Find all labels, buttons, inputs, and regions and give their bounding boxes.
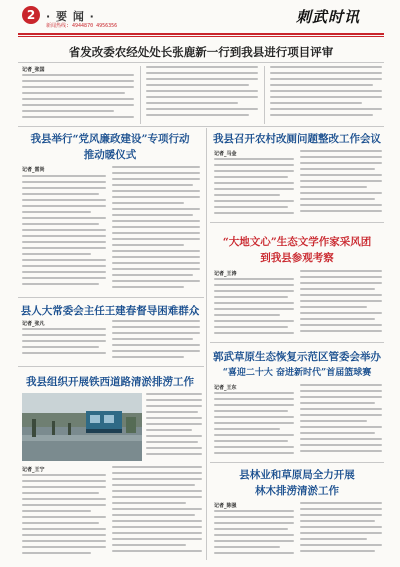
text-line xyxy=(22,540,106,542)
text-line xyxy=(300,432,375,434)
text-line xyxy=(22,247,106,249)
divider xyxy=(210,462,384,463)
text-line xyxy=(146,66,258,68)
text-line xyxy=(300,520,375,522)
text-line xyxy=(112,196,200,198)
dateline: 新闻热线: 4944870 4956356 xyxy=(46,23,118,29)
text-line xyxy=(112,256,200,258)
text-line xyxy=(112,496,202,498)
article-headline: 县人大常委会主任王建春督导困难群众 xyxy=(20,305,200,317)
text-line xyxy=(22,480,106,482)
column-divider xyxy=(140,66,141,124)
text-line xyxy=(214,308,294,310)
text-line xyxy=(270,84,373,86)
divider xyxy=(210,342,384,343)
text-line xyxy=(22,181,106,183)
text-line xyxy=(300,318,375,320)
text-line xyxy=(300,408,382,410)
masthead-logo: 刺武时讯 xyxy=(296,8,361,26)
text-line xyxy=(22,241,106,243)
text-line xyxy=(300,276,382,278)
text-line xyxy=(300,162,382,164)
article-body xyxy=(214,158,294,218)
text-line xyxy=(214,278,294,280)
text-line xyxy=(112,214,193,216)
text-line xyxy=(270,114,373,116)
text-line xyxy=(214,296,288,298)
text-line xyxy=(112,466,202,468)
text-line xyxy=(214,182,294,184)
text-line xyxy=(300,198,375,200)
text-line xyxy=(22,235,106,237)
text-line xyxy=(112,232,200,234)
text-line xyxy=(214,392,294,394)
text-line xyxy=(270,96,382,98)
text-line xyxy=(112,326,200,328)
text-line xyxy=(214,290,294,292)
text-line xyxy=(214,206,288,208)
text-line xyxy=(300,282,382,284)
text-line xyxy=(214,422,294,424)
text-line xyxy=(22,552,91,554)
text-line xyxy=(214,164,294,166)
header-rule xyxy=(18,33,384,35)
text-line xyxy=(300,186,367,188)
text-line xyxy=(112,538,202,540)
text-line xyxy=(22,492,99,494)
text-line xyxy=(22,86,134,88)
text-line xyxy=(300,396,382,398)
text-line xyxy=(22,259,106,261)
article-body xyxy=(300,502,382,560)
text-line xyxy=(300,180,382,182)
text-line xyxy=(214,176,288,178)
text-line xyxy=(214,188,294,190)
text-line xyxy=(112,226,200,228)
text-line xyxy=(112,544,186,546)
header-rule-thin xyxy=(18,36,384,37)
text-line xyxy=(300,312,382,314)
text-line xyxy=(300,538,367,540)
text-line xyxy=(112,520,202,522)
article-headline: 郭武草原生态恢复示范区管委会举办 xyxy=(213,351,381,363)
text-line xyxy=(112,532,202,534)
text-line xyxy=(112,286,184,288)
text-line xyxy=(112,550,202,552)
text-line xyxy=(146,84,249,86)
text-line xyxy=(112,490,202,492)
text-line xyxy=(22,516,106,518)
text-line xyxy=(22,199,106,201)
text-line xyxy=(146,108,258,110)
text-line xyxy=(22,498,106,500)
text-line xyxy=(112,274,193,276)
text-line xyxy=(214,510,294,512)
text-line xyxy=(22,205,106,207)
text-line xyxy=(214,528,288,530)
text-line xyxy=(112,166,200,168)
text-line xyxy=(146,114,249,116)
text-line xyxy=(214,552,294,554)
text-line xyxy=(214,404,294,406)
divider xyxy=(18,62,384,63)
text-line xyxy=(214,200,294,202)
column-divider xyxy=(206,128,207,560)
text-line xyxy=(300,532,382,534)
article-subheadline: 林木排涝清淤工作 xyxy=(255,485,339,497)
article-headline: 我县召开农村改厕问题整改工作会议 xyxy=(213,133,381,145)
text-line xyxy=(300,544,382,546)
text-line xyxy=(300,514,382,516)
text-line xyxy=(146,72,258,74)
text-line xyxy=(146,429,192,431)
text-line xyxy=(300,420,367,422)
text-line xyxy=(112,178,200,180)
text-line xyxy=(214,158,294,160)
text-line xyxy=(300,426,382,428)
text-line xyxy=(22,334,106,336)
text-line xyxy=(300,438,382,440)
news-photo xyxy=(22,393,142,461)
text-line xyxy=(22,110,114,112)
text-line xyxy=(146,90,258,92)
text-line xyxy=(112,332,200,334)
text-line xyxy=(300,330,382,332)
text-line xyxy=(22,74,134,76)
text-line xyxy=(22,116,134,118)
text-line xyxy=(112,320,200,322)
article-body xyxy=(22,474,106,560)
text-line xyxy=(22,346,99,348)
text-line xyxy=(300,502,382,504)
text-line xyxy=(214,516,294,518)
text-line xyxy=(214,440,288,442)
text-line xyxy=(214,194,280,196)
article-body xyxy=(270,66,382,124)
text-line xyxy=(146,96,258,98)
article-body xyxy=(22,74,134,124)
text-line xyxy=(112,350,200,352)
text-line xyxy=(112,244,184,246)
text-line xyxy=(214,326,288,328)
article-headline: 县林业和草原局全力开展 xyxy=(239,469,355,481)
text-line xyxy=(112,268,200,270)
article-byline: 记者_王东 xyxy=(214,385,237,391)
text-line xyxy=(270,72,382,74)
text-line xyxy=(112,262,200,264)
text-line xyxy=(300,306,367,308)
text-line xyxy=(300,204,382,206)
text-line xyxy=(300,324,382,326)
text-line xyxy=(214,428,280,430)
text-line xyxy=(214,416,294,418)
text-line xyxy=(112,484,195,486)
text-line xyxy=(22,223,99,225)
divider xyxy=(18,366,204,367)
text-line xyxy=(300,390,382,392)
text-line xyxy=(214,212,294,214)
text-line xyxy=(300,174,382,176)
article-byline: 记者_张凡 xyxy=(22,321,45,327)
article-body xyxy=(146,66,258,124)
text-line xyxy=(22,175,106,177)
text-line xyxy=(214,314,280,316)
text-line xyxy=(22,265,106,267)
divider xyxy=(18,297,204,298)
text-line xyxy=(112,508,202,510)
text-line xyxy=(112,356,184,358)
text-line xyxy=(214,540,294,542)
text-line xyxy=(22,217,106,219)
article-body xyxy=(112,166,200,293)
text-line xyxy=(22,534,106,536)
text-line xyxy=(22,474,106,476)
text-line xyxy=(112,238,200,240)
text-line xyxy=(22,328,106,330)
text-line xyxy=(214,434,294,436)
text-line xyxy=(214,522,294,524)
text-line xyxy=(112,184,193,186)
text-line xyxy=(22,98,134,100)
text-line xyxy=(300,444,382,446)
text-line xyxy=(22,546,106,548)
text-line xyxy=(112,338,193,340)
article-body xyxy=(214,278,294,338)
text-line xyxy=(112,280,200,282)
text-line xyxy=(214,446,294,448)
text-line xyxy=(112,208,200,210)
text-line xyxy=(300,168,375,170)
article-byline: 记者_陈强 xyxy=(214,503,237,509)
article-headline: 省发改委农经处处长张鹿新一行到我县进行项目评审 xyxy=(68,45,334,59)
text-line xyxy=(146,417,202,419)
article-byline: 记者_张国 xyxy=(22,67,45,73)
text-line xyxy=(214,332,294,334)
article-subheadline: 到我县参观考察 xyxy=(260,252,334,264)
text-line xyxy=(112,344,200,346)
text-line xyxy=(22,229,106,231)
article-body xyxy=(300,150,382,218)
article-body xyxy=(112,466,202,560)
text-line xyxy=(300,526,382,528)
text-line xyxy=(22,253,91,255)
text-line xyxy=(22,510,91,512)
article-subheadline: 推动暖仪式 xyxy=(83,149,137,161)
article-body xyxy=(214,392,294,458)
text-line xyxy=(300,210,382,212)
text-line xyxy=(146,399,202,401)
article-body xyxy=(300,384,382,458)
article-byline: 记者_马金 xyxy=(214,151,237,157)
text-line xyxy=(270,66,382,68)
text-line xyxy=(300,150,382,152)
text-line xyxy=(22,277,106,279)
text-line xyxy=(112,478,202,480)
text-line xyxy=(22,92,125,94)
page-header xyxy=(0,0,400,34)
text-line xyxy=(214,284,294,286)
article-headline: 我县举行“党风廉政建设”专项行动 xyxy=(30,133,190,145)
text-line xyxy=(300,192,382,194)
text-line xyxy=(22,283,99,285)
text-line xyxy=(146,102,238,104)
text-line xyxy=(22,80,134,82)
text-line xyxy=(300,402,375,404)
text-line xyxy=(214,398,294,400)
article-body xyxy=(300,270,382,338)
article-body xyxy=(22,175,106,293)
text-line xyxy=(22,486,106,488)
text-line xyxy=(112,220,200,222)
text-line xyxy=(146,411,198,413)
text-line xyxy=(300,156,382,158)
text-line xyxy=(146,78,258,80)
page-number: 2 xyxy=(22,6,40,24)
text-line xyxy=(270,108,382,110)
text-line xyxy=(300,294,382,296)
text-line xyxy=(112,526,202,528)
text-line xyxy=(300,450,382,452)
article-headline: 我县组织开展铁西道路清淤排涝工作 xyxy=(26,376,194,388)
text-line xyxy=(300,414,382,416)
text-line xyxy=(22,340,106,342)
article-body xyxy=(214,510,294,560)
text-line xyxy=(214,452,294,454)
text-line xyxy=(214,302,294,304)
text-line xyxy=(22,211,91,213)
text-line xyxy=(214,320,294,322)
divider xyxy=(18,126,384,127)
text-line xyxy=(22,104,134,106)
text-line xyxy=(300,300,382,302)
article-headline: “大地文心”生态文学作家采风团 xyxy=(222,236,372,248)
text-line xyxy=(270,78,382,80)
text-line xyxy=(112,514,195,516)
text-line xyxy=(214,546,280,548)
text-line xyxy=(300,550,375,552)
text-line xyxy=(22,504,106,506)
text-line xyxy=(22,187,106,189)
text-line xyxy=(112,190,200,192)
article-byline: 记者_王涛 xyxy=(214,271,237,277)
text-line xyxy=(146,447,202,449)
divider xyxy=(210,222,384,223)
text-line xyxy=(146,441,198,443)
text-line xyxy=(214,534,294,536)
text-line xyxy=(146,453,202,455)
text-line xyxy=(300,288,375,290)
text-line xyxy=(146,435,202,437)
text-line xyxy=(112,250,200,252)
section-title: · 要 闻 · xyxy=(46,10,95,23)
article-byline: 记者_雷尚 xyxy=(22,167,45,173)
text-line xyxy=(22,193,99,195)
article-byline: 记者_王宁 xyxy=(22,467,45,473)
article-subheadline: “喜迎二十大 奋进新时代”首届篮球赛 xyxy=(222,368,372,378)
text-line xyxy=(214,170,294,172)
text-line xyxy=(300,508,382,510)
photo-flooded-road-image xyxy=(22,393,142,461)
text-line xyxy=(270,102,362,104)
text-line xyxy=(22,352,106,354)
text-line xyxy=(112,472,202,474)
column-divider xyxy=(264,66,265,124)
article-body xyxy=(112,320,200,362)
text-line xyxy=(300,384,382,386)
text-line xyxy=(146,405,202,407)
text-line xyxy=(146,423,202,425)
text-line xyxy=(300,270,382,272)
text-line xyxy=(112,502,186,504)
text-line xyxy=(112,202,184,204)
article-body xyxy=(146,393,202,461)
text-line xyxy=(22,528,106,530)
text-line xyxy=(22,271,106,273)
text-line xyxy=(146,393,202,395)
text-line xyxy=(270,90,382,92)
text-line xyxy=(22,522,99,524)
article-body xyxy=(22,328,106,362)
text-line xyxy=(214,410,288,412)
text-line xyxy=(112,172,200,174)
